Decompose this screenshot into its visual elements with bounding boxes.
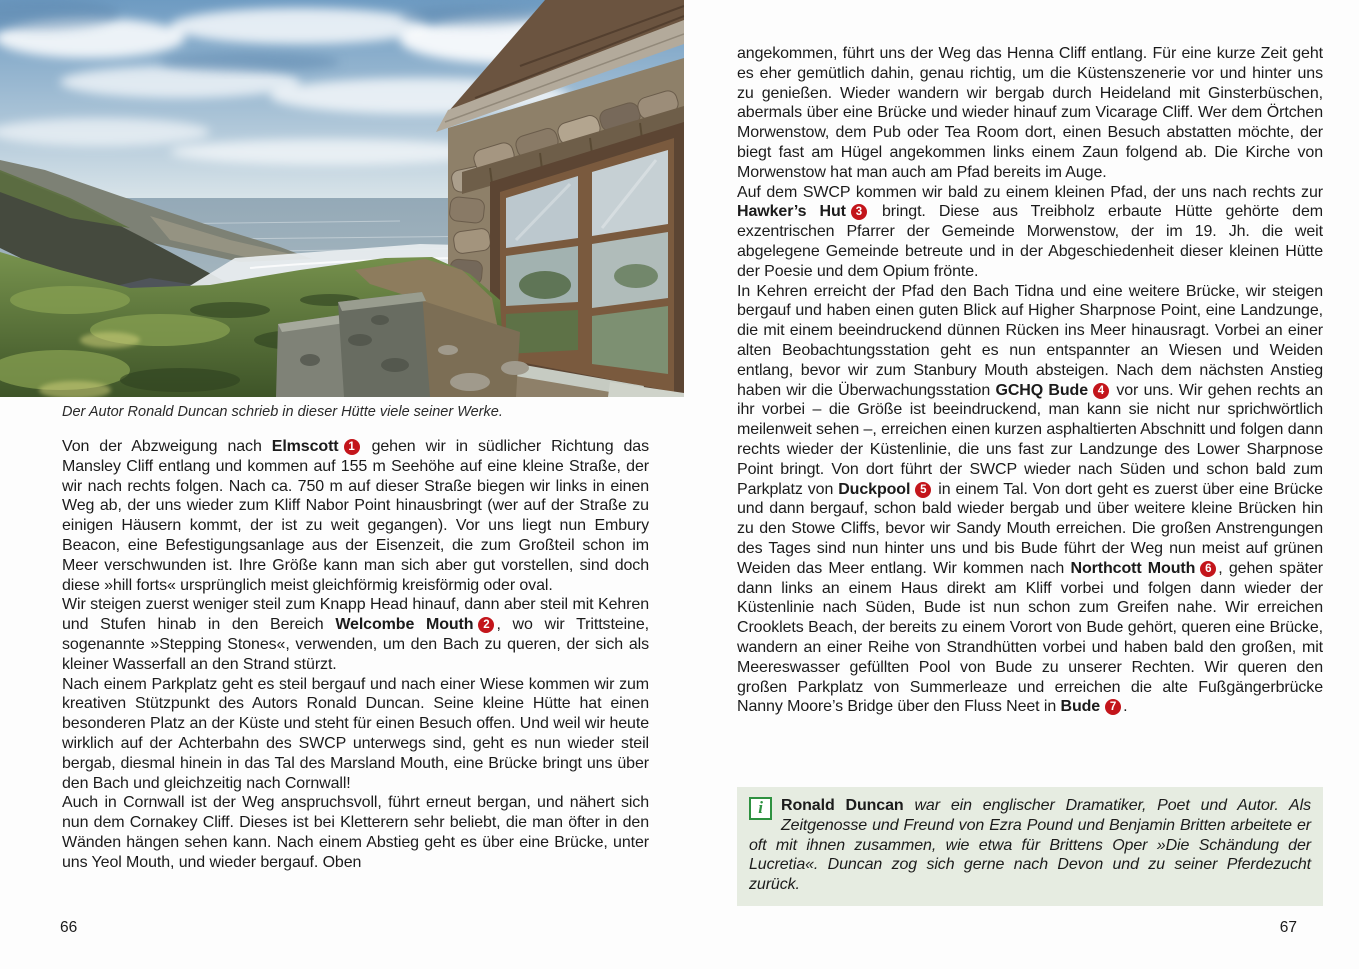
- coastal-hut-photo: [0, 0, 684, 397]
- waypoint-badge: 4: [1093, 383, 1109, 399]
- body-paragraph: In Kehren erreicht der Pfad den Bach Tidna und eine weitere Brücke, wir steigen bergauf und haben einen guten Blick auf Higher Sharpnose Point, eine Landzunge, die mit einem beeindruckend dünnen Rücken ins Meer hinausragt. Vorbei an einer alten Beobachtungsstation geht es nun entspannter an Wiesen und Weiden entlang, bevor wir zum Stanbury Mouth absteigen. Nach dem nächsten Anstieg haben wir die Überwachungsstation GCHQ Bude 4 vor uns. Wir gehen rechts an ihr vorbei – die Größe ist beeindruckend, man kann sie nicht nur sprichwörtlich meilenweit sehen –, erreichen einen kurzen asphaltierten Abschnitt und folgen dann rechts wieder der Küstenlinie, die uns fast zur Landzunge des Lower Sharpnose Point bringt. Von dort führt der SWCP wieder nach Süden und schon bald zum Parkplatz von Duckpool 5 in einem Tal. Von dort geht es zuerst über eine Brücke und dann bergauf, schon bald wieder bergab und über weitere kleine Brücken hin zu den Stowe Cliffs, bevor wir Sandy Mouth erreichen. Die großen Anstrengungen des Tages sind nun hinter uns und bis Bude führt der Weg nun meist auf grünen Weiden das Meer entlang. Wir kommen nach Northcott Mouth 6 , gehen später dann links an einem Haus direkt am Kliff vorbei und folgen dann wieder der Küstenlinie nach Süden, Bude ist nun schon zum Greifen nahe. Wir erreichen Crooklets Beach, der bereits zu einem Vorort von Bude gehört, queren eine Brücke, wandern an einer Reihe von Strandhütten vorbei und haben bald den großen, mit Meereswasser gefüllten Pool von Bude zu unserer Rechten. Wir queren den großen Parkplatz von Summerleaze und erreichen die alte Fußgängerbrücke Nanny Moore’s Bridge über den Fluss Neet in Bude 7 .: [737, 282, 1323, 716]
- right-text-column: [737, 44, 1323, 717]
- left-text-column: [62, 437, 649, 873]
- waypoint-badge: 7: [1105, 699, 1121, 715]
- info-box: [737, 787, 1323, 906]
- photo-caption: Der Autor Ronald Duncan schrieb in dieser Hütte viele seiner Werke.: [62, 404, 503, 420]
- page-number-left: 66: [60, 919, 78, 936]
- info-icon: i: [749, 797, 772, 820]
- page-number-right: 67: [1279, 919, 1297, 936]
- body-paragraph: Von der Abzweigung nach Elmscott 1 gehen wir in südlicher Richtung das Mansley Cliff entlang und kommen auf 155 m Seehöhe auf eine kleine Straße, der wir nach rechts folgen. Nach ca. 750 m auf dieser Straße biegen wir links in einen Weg ab, der uns wieder zum Kliff Nabor Point hinausbringt (wer auf der Straße zu einigen Häusern kommt, der ist zu weit gegangen). Vor uns liegt nun Embury Beacon, eine Befestigungsanlage aus der Eisenzeit, die zum Großteil schon im Meer verschwunden ist. Ihre Größe kann man sich aber gut vorstellen, sind doch diese »hill forts« ursprünglich meist gleichförmig kreisförmig oder oval.: [62, 438, 650, 594]
- info-box-text: Ronald Duncan war ein englischer Dramatiker, Poet und Autor. Als Zeitgenosse und Freund von Ezra Pound und Benjamin Britten arbeitete er oft mit ihnen zusammen, wie etwa für Brittens Oper »Die Schändung der Lucretia«. Duncan zog sich gerne nach Devon und zu seiner Pferdezucht zurück.: [749, 797, 1311, 894]
- waypoint-badge: 2: [478, 617, 494, 633]
- waypoint-badge: 5: [915, 482, 931, 498]
- body-paragraph: Auf dem SWCP kommen wir bald zu einem kleinen Pfad, der uns nach rechts zur Hawker’s Hut 3 bringt. Diese aus Treibholz erbaute Hütte gehörte dem exzentrischen Pfarrer der Gemeinde Morwenstow, der im 19. Jh. die weit abgelegene Gemeinde betreute und in der Abgeschiedenheit dieser kleinen Hütte der Poesie und dem Opium frönte.: [737, 183, 1324, 280]
- body-paragraph: Auch in Cornwall ist der Weg anspruchsvoll, führt erneut bergan, und nähert sich nun dem Cornakey Cliff. Dieses ist bei Kletterern sehr beliebt, die man öfter in den Wänden hängen sehen kann. Nach einem Abstieg geht es über eine Brücke, unter uns Yeol Mouth, und wieder bergauf. Oben: [62, 794, 649, 871]
- waypoint-badge: 6: [1200, 561, 1216, 577]
- coastal-hut-photo-art: [0, 0, 684, 397]
- waypoint-badge: 1: [344, 439, 360, 455]
- body-paragraph: angekommen, führt uns der Weg das Henna Cliff entlang. Für eine kurze Zeit geht es eher gemütlich dahin, genau richtig, um die Küstenszenerie vor und hinter uns zu genießen. Wieder wandern wir bergab durch Heideland mit Ginsterbüschen, abermals über eine Brücke und wieder hinauf zum Vicarage Cliff. Wer dem Örtchen Morwenstow, dem Pub oder Tea Room dort, einen Besuch abstatten möchte, der biegt fast am Hügel angekommen links einem Zaun folgend ab. Die Kirche von Morwenstow hat man auch am Pfad bereits im Auge.: [737, 45, 1323, 181]
- waypoint-badge: 3: [851, 204, 867, 220]
- body-paragraph: Wir steigen zuerst weniger steil zum Knapp Head hinauf, dann aber steil mit Kehren und Stufen hinab in den Bereich Welcombe Mouth 2 , wo wir Trittsteine, sogenannte »Stepping Stones«, verwenden, um den Bach zu queren, der sich als kleiner Wasserfall an den Strand stürzt.: [62, 596, 649, 673]
- body-paragraph: Nach einem Parkplatz geht es steil bergauf und nach einer Wiese kommen wir zum kreativen Stützpunkt des Autors Ronald Duncan. Seine kleine Hütte hat einen besonderen Platz an der Küste und steht für einen Besuch offen. Und weil wir heute wirklich auf der Achterbahn des SWCP unterwegs sind, geht es nun wieder steil bergab, diesmal hinein in das Tal des Marsland Mouth, eine Brücke bringt uns über den Bach und gleichzeitig nach Cornwall!: [62, 675, 649, 792]
